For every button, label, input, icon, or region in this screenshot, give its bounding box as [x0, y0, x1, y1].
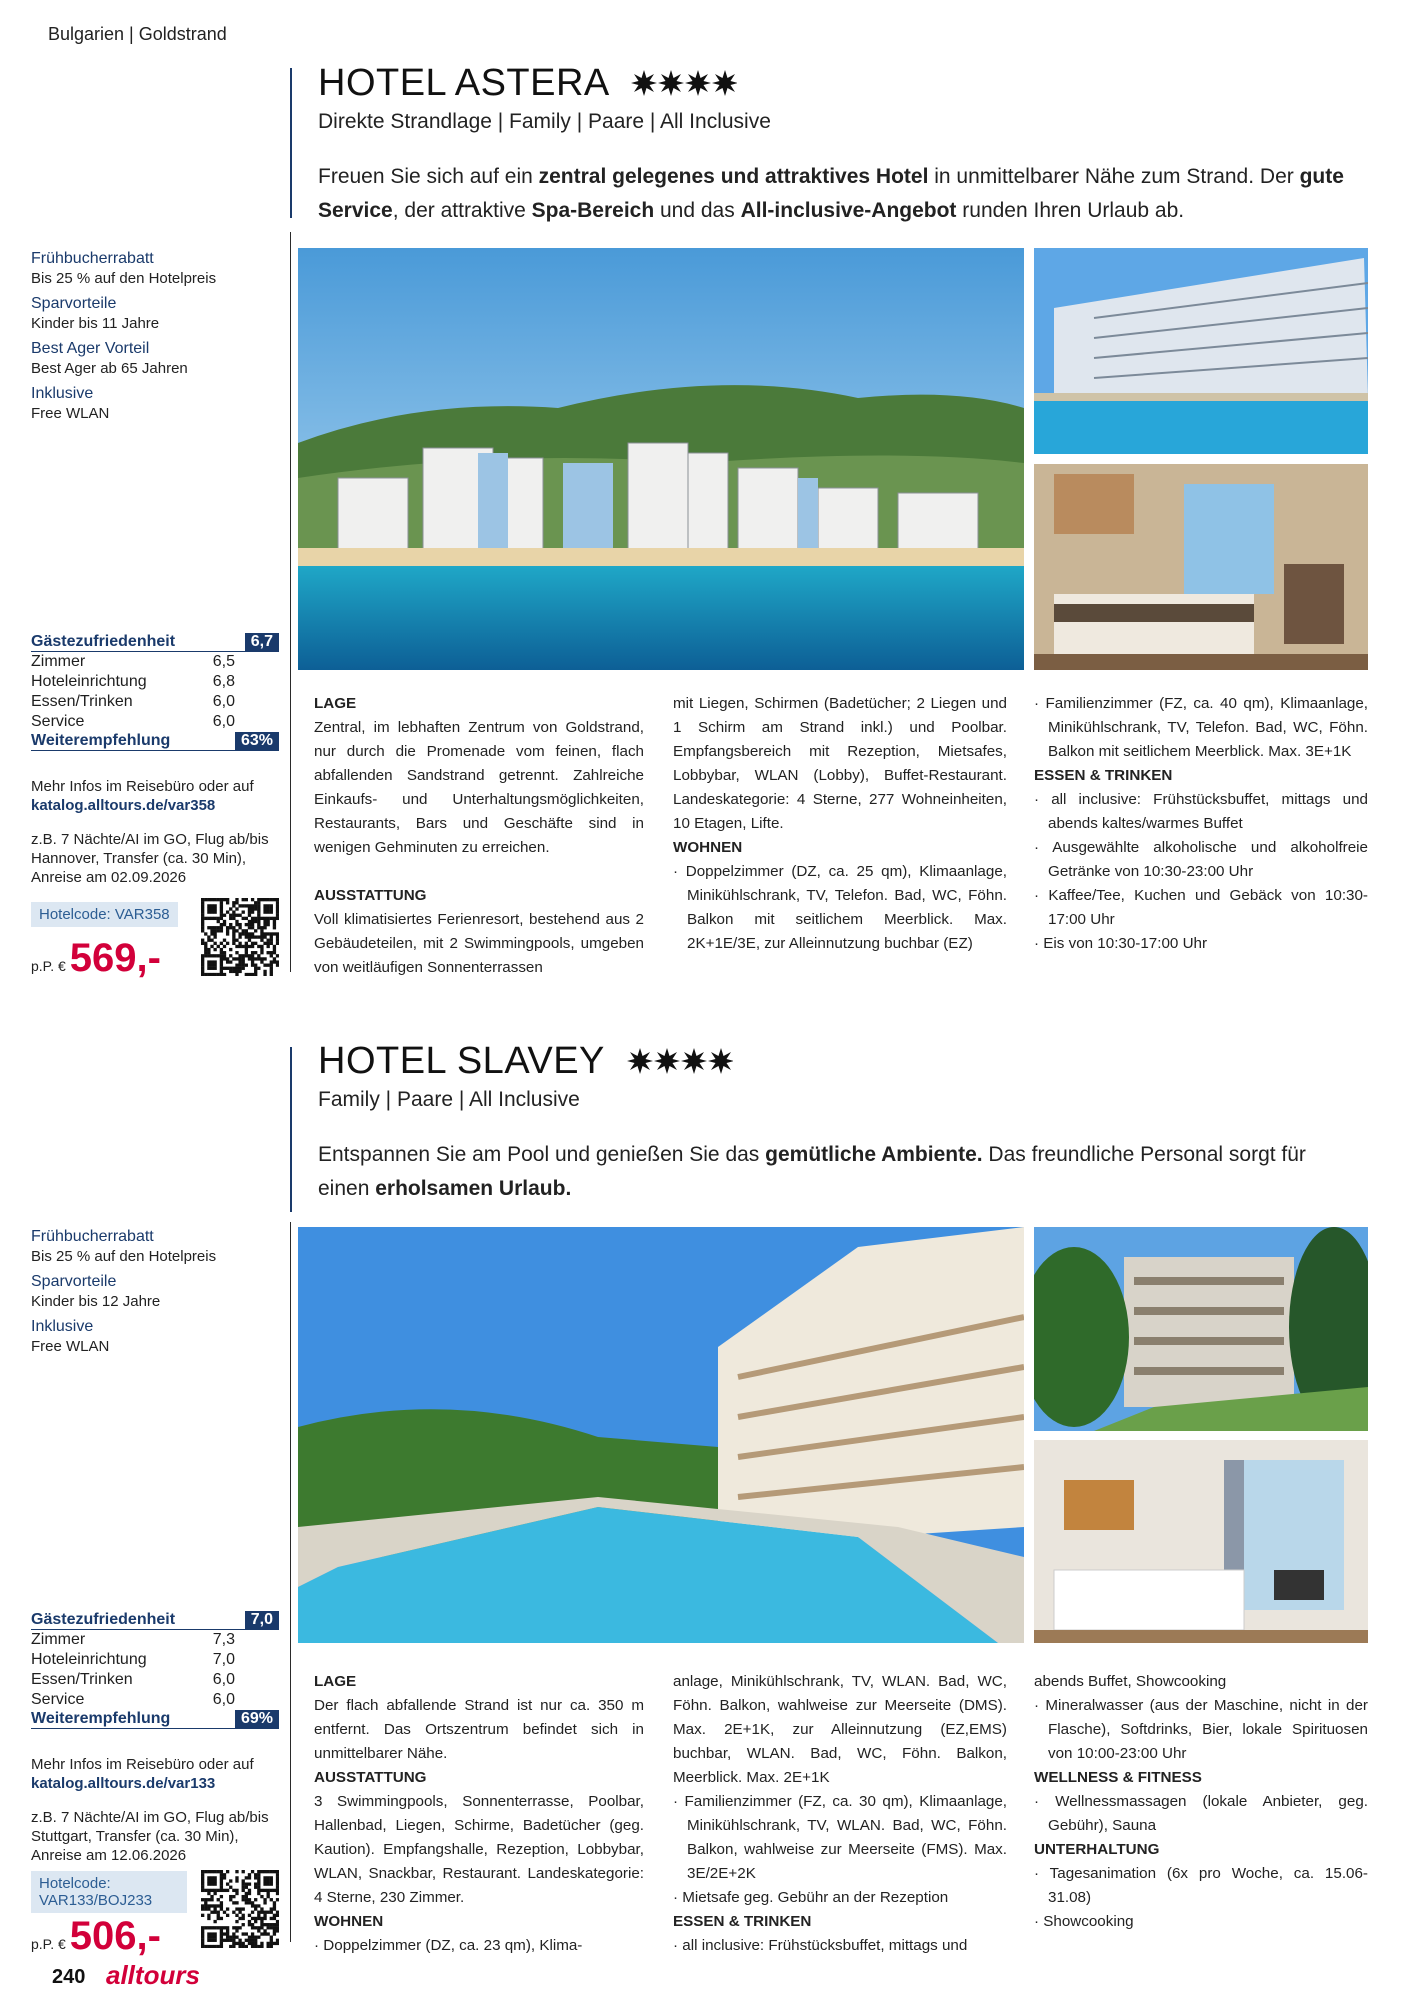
recommendation [31, 1710, 279, 1729]
price-prefix: p.P. € [31, 1936, 66, 1952]
recommendation-value: 69% [235, 1710, 279, 1728]
paragraph: Voll klimatisiertes Ferienresort, bestehend aus 2 Gebäudeteilen, mit 2 Swimmingpools, umgeben von weitläufigen Sonnenterrassen [314, 911, 644, 976]
intro-text: zentral gelegenes und attraktives Hotel [538, 165, 929, 188]
section-heading: AUSSTATTUNG [314, 1769, 427, 1786]
price [31, 936, 161, 981]
rating-row [31, 712, 235, 732]
rating-value: 6,8 [212, 673, 235, 690]
recommendation [31, 732, 279, 751]
section-heading: ESSEN & TRINKEN [673, 1913, 812, 1930]
garden-photo [1034, 1227, 1368, 1431]
section-heading: UNTERHALTUNG [1034, 1841, 1160, 1858]
rating-row [31, 1650, 235, 1670]
benefit-value: Free WLAN [31, 405, 110, 422]
text-column-2 [673, 1670, 1007, 1958]
benefit-label: Frühbucherrabatt [31, 250, 154, 267]
benefit-label: Sparvorteile [31, 295, 117, 312]
catalog-link[interactable]: katalog.alltours.de/var133 [31, 1775, 216, 1792]
list-item: · Showcooking [1034, 1913, 1134, 1930]
rating-category: Essen/Trinken [31, 1671, 133, 1688]
more-info-text: Mehr Infos im Reisebüro oder auf [31, 778, 254, 795]
divider [290, 232, 291, 972]
breadcrumb: Bulgarien | Goldstrand [48, 24, 227, 44]
example-offer: z.B. 7 Nächte/AI im GO, Flug ab/bis Stuttgart, Transfer (ca. 30 Min), Anreise am 12.06.2026 [31, 1809, 269, 1864]
recommendation-value: 63% [235, 732, 279, 750]
beach-photo [298, 248, 1024, 670]
rating-row [31, 1690, 235, 1710]
list-item: · Doppelzimmer (DZ, ca. 23 qm), Klima- [314, 1937, 583, 1954]
intro-text: runden Ihren Urlaub ab. [956, 199, 1185, 222]
benefit-value: Bis 25 % auf den Hotelpreis [31, 270, 217, 287]
rating-row [31, 672, 235, 692]
section-heading: WOHNEN [673, 839, 743, 856]
section-heading: WOHNEN [314, 1913, 384, 1930]
rating-category: Essen/Trinken [31, 693, 133, 710]
section-heading: ESSEN & TRINKEN [1034, 767, 1173, 784]
rating-header [31, 1611, 279, 1630]
example-offer: z.B. 7 Nächte/AI im GO, Flug ab/bis Hannover, Transfer (ca. 30 Min), Anreise am 02.09.2026 [31, 831, 269, 886]
benefit-value: Best Ager ab 65 Jahren [31, 360, 188, 377]
list-item: · Ausgewählte alkoholische und alkoholfreie Getränke von 10:30-23:00 Uhr [1034, 839, 1368, 880]
paragraph: 3 Swimmingpools, Sonnenterrasse, Poolbar, Hallenbad, Liegen, Schirme, Badetücher (geg. Kaution). Empfangshalle, Rezeption, Lobbybar, WLAN, Snackbar, Restaurant. Landeskategorie: 4 Sterne, 230 Zimmer. [314, 1793, 644, 1906]
list-item: · Tagesanimation (6x pro Woche, ca. 15.06-31.08) [1034, 1865, 1368, 1906]
rating-score: 7,0 [245, 1611, 279, 1629]
paragraph: abends Buffet, Showcooking [1034, 1673, 1227, 1690]
hotel-title [318, 1040, 733, 1084]
rating-value: 6,0 [212, 713, 235, 730]
guest-rating [31, 1611, 279, 1729]
rating-score: 6,7 [245, 633, 279, 651]
list-item: · Wellnessmassagen (lokale Anbieter, geg. Gebühr), Sauna [1034, 1793, 1368, 1834]
hotel-name: HOTEL SLAVEY [318, 1040, 605, 1082]
intro-text: und das [654, 199, 741, 222]
paragraph: anlage, Minikühlschrank, TV, WLAN. Bad, WC, Föhn. Balkon, wahlweise zur Meerseite (DMS). Max. 2E+1K, zur Alleinnutzung (EZ,EMS) buchbar, WLAN. Bad, WC, Föhn. Balkon, Meerblick. Max. 2E+1K [673, 1673, 1007, 1786]
divider [290, 1222, 291, 1942]
rating-row [31, 692, 235, 712]
price-value: 506,- [69, 1914, 161, 1958]
hotel-title [318, 62, 737, 106]
benefit-label: Best Ager Vorteil [31, 340, 150, 357]
paragraph: Der flach abfallende Strand ist nur ca. 350 m entfernt. Das Ortszentrum befindet sich in unmittelbarer Nähe. [314, 1697, 644, 1762]
rating-title: Gästezufriedenheit [31, 1611, 176, 1628]
benefits-list [31, 244, 281, 424]
qr-code-icon[interactable] [201, 898, 279, 981]
section-heading: WELLNESS & FITNESS [1034, 1769, 1202, 1786]
rating-category: Zimmer [31, 653, 86, 670]
benefit-label: Frühbucherrabatt [31, 1228, 154, 1245]
list-item: · Mietsafe geg. Gebühr an der Rezeption [673, 1889, 949, 1906]
hotel-subtitle: Family | Paare | All Inclusive [318, 1088, 580, 1111]
guest-rating [31, 633, 279, 751]
divider [290, 68, 292, 218]
room-photo [1034, 1440, 1368, 1643]
list-item: · Kaffee/Tee, Kuchen und Gebäck von 10:30-17:00 Uhr [1034, 887, 1368, 928]
rating-rows [31, 1630, 279, 1710]
benefit-value: Free WLAN [31, 1338, 110, 1355]
benefit-value: Kinder bis 12 Jahre [31, 1293, 161, 1310]
list-item: · all inclusive: Frühstücksbuffet, mittags und abends kaltes/warmes Buffet [1034, 791, 1368, 832]
rating-row [31, 1670, 235, 1690]
hotel-subtitle: Direkte Strandlage | Family | Paare | All Inclusive [318, 110, 771, 133]
text-column-3 [1034, 692, 1368, 956]
list-item: · Eis von 10:30-17:00 Uhr [1034, 935, 1208, 952]
catalog-link[interactable]: katalog.alltours.de/var358 [31, 797, 216, 814]
hotel-name: HOTEL ASTERA [318, 62, 608, 104]
list-item: · Familienzimmer (FZ, ca. 30 qm), Klimaanlage, Minikühlschrank, TV, WLAN. Bad, WC, Föhn. Balkon, wahlweise zur Meerseite (FMS). Max. 3E/2E+2K [673, 1793, 1007, 1882]
rating-value: 6,0 [212, 693, 235, 710]
text-column-1 [314, 692, 644, 980]
list-item: · Mineralwasser (aus der Maschine, nicht in der Flasche), Softdrinks, Bier, lokale Spirituosen von 10:00-23:00 Uhr [1034, 1697, 1368, 1762]
section-heading: AUSSTATTUNG [314, 887, 427, 904]
rating-value: 7,0 [212, 1651, 235, 1668]
rating-category: Service [31, 713, 85, 730]
hotel-intro [318, 160, 1348, 228]
recommendation-label: Weiterempfehlung [31, 1710, 171, 1727]
star-rating-icon [631, 63, 737, 106]
intro-text: All-inclusive-Angebot [740, 199, 957, 222]
rating-rows [31, 652, 279, 732]
benefit-label: Sparvorteile [31, 1273, 117, 1290]
rating-value: 6,0 [212, 1671, 235, 1688]
rating-category: Zimmer [31, 1631, 86, 1648]
more-info-text: Mehr Infos im Reisebüro oder auf [31, 1756, 254, 1773]
intro-text: in unmittelbarer Nähe zum Strand. Der [928, 165, 1300, 188]
page-number: 240 [52, 1966, 86, 1988]
intro-text: gute Service [318, 165, 1344, 222]
intro-text: , der attraktive [392, 199, 532, 222]
rating-row [31, 652, 235, 672]
recommendation-label: Weiterempfehlung [31, 732, 171, 749]
list-item: · Familienzimmer (FZ, ca. 40 qm), Klimaanlage, Minikühlschrank, TV, Telefon. Bad, WC, Föhn. Balkon mit seitlichem Meerblick. Max. 3E+1K [1034, 695, 1368, 760]
spacer [314, 860, 644, 884]
rating-value: 7,3 [212, 1631, 235, 1648]
section-heading: LAGE [314, 1673, 357, 1690]
intro-text: Spa-Bereich [531, 199, 655, 222]
room-photo [1034, 464, 1368, 670]
text-column-3 [1034, 1670, 1368, 1934]
price-prefix: p.P. € [31, 958, 66, 974]
intro-text: Entspannen Sie am Pool und genießen Sie das [318, 1143, 766, 1166]
rating-row [31, 1630, 235, 1650]
text-column-1 [314, 1670, 644, 1958]
benefits-list [31, 1222, 281, 1357]
rating-category: Hoteleinrichtung [31, 1651, 147, 1668]
rating-value: 6,0 [212, 1691, 235, 1708]
list-item: · all inclusive: Frühstücksbuffet, mittags und [673, 1937, 968, 1954]
benefit-value: Bis 25 % auf den Hotelpreis [31, 1248, 217, 1265]
more-info [31, 777, 281, 815]
more-info [31, 1755, 281, 1793]
hotel-intro [318, 1138, 1348, 1206]
intro-text: erholsamen Urlaub. [375, 1177, 572, 1200]
intro-text: Das freundliche Personal sorgt für einen [318, 1143, 1306, 1200]
rating-value: 6,5 [212, 653, 235, 670]
text-column-2 [673, 692, 1007, 956]
benefit-label: Inklusive [31, 1318, 94, 1335]
star-rating-icon [627, 1041, 733, 1084]
section-heading: LAGE [314, 695, 357, 712]
price [31, 1914, 161, 1959]
benefit-label: Inklusive [31, 385, 94, 402]
intro-text: Freuen Sie sich auf ein [318, 165, 539, 188]
paragraph: Zentral, im lebhaften Zentrum von Goldstrand, nur durch die Promenade vom feinen, flach abfallenden Sandstrand getrennt. Zahlreiche Einkaufs- und Unterhaltungsmöglichkeiten, Restaurants, Bars und Geschäfte sind in wenigen Gehminuten zu erreichen. [314, 719, 644, 856]
pool-photo [298, 1227, 1024, 1643]
price-value: 569,- [69, 936, 161, 980]
alltours-logo: alltours [106, 1960, 200, 1990]
rating-category: Hoteleinrichtung [31, 673, 147, 690]
benefit-value: Kinder bis 11 Jahre [31, 315, 160, 332]
pool-photo [1034, 248, 1368, 454]
list-item: · Doppelzimmer (DZ, ca. 25 qm), Klimaanlage, Minikühlschrank, TV, Telefon. Bad, WC, Föhn. Balkon mit seitlichem Meerblick. Max. 2K+1E/3E, zur Alleinnutzung buchbar (EZ) [673, 863, 1007, 952]
paragraph: mit Liegen, Schirmen (Badetücher; 2 Liegen und 1 Schirm am Strand inkl.) und Poolbar. Empfangsbereich mit Rezeption, Mietsafes, Lobbybar, WLAN (Lobby), Buffet-Restaurant. Landeskategorie: 4 Sterne, 277 Wohneinheiten, 10 Etagen, Lifte. [673, 695, 1007, 832]
hotel-code: Hotelcode: VAR133/BOJ233 [31, 1871, 187, 1913]
divider [290, 1047, 292, 1212]
qr-code-icon[interactable] [201, 1870, 279, 1953]
rating-header [31, 633, 279, 652]
hotel-code: Hotelcode: VAR358 [31, 902, 178, 927]
rating-title: Gästezufriedenheit [31, 633, 176, 650]
intro-text: gemütliche Ambiente. [765, 1143, 983, 1166]
rating-category: Service [31, 1691, 85, 1708]
